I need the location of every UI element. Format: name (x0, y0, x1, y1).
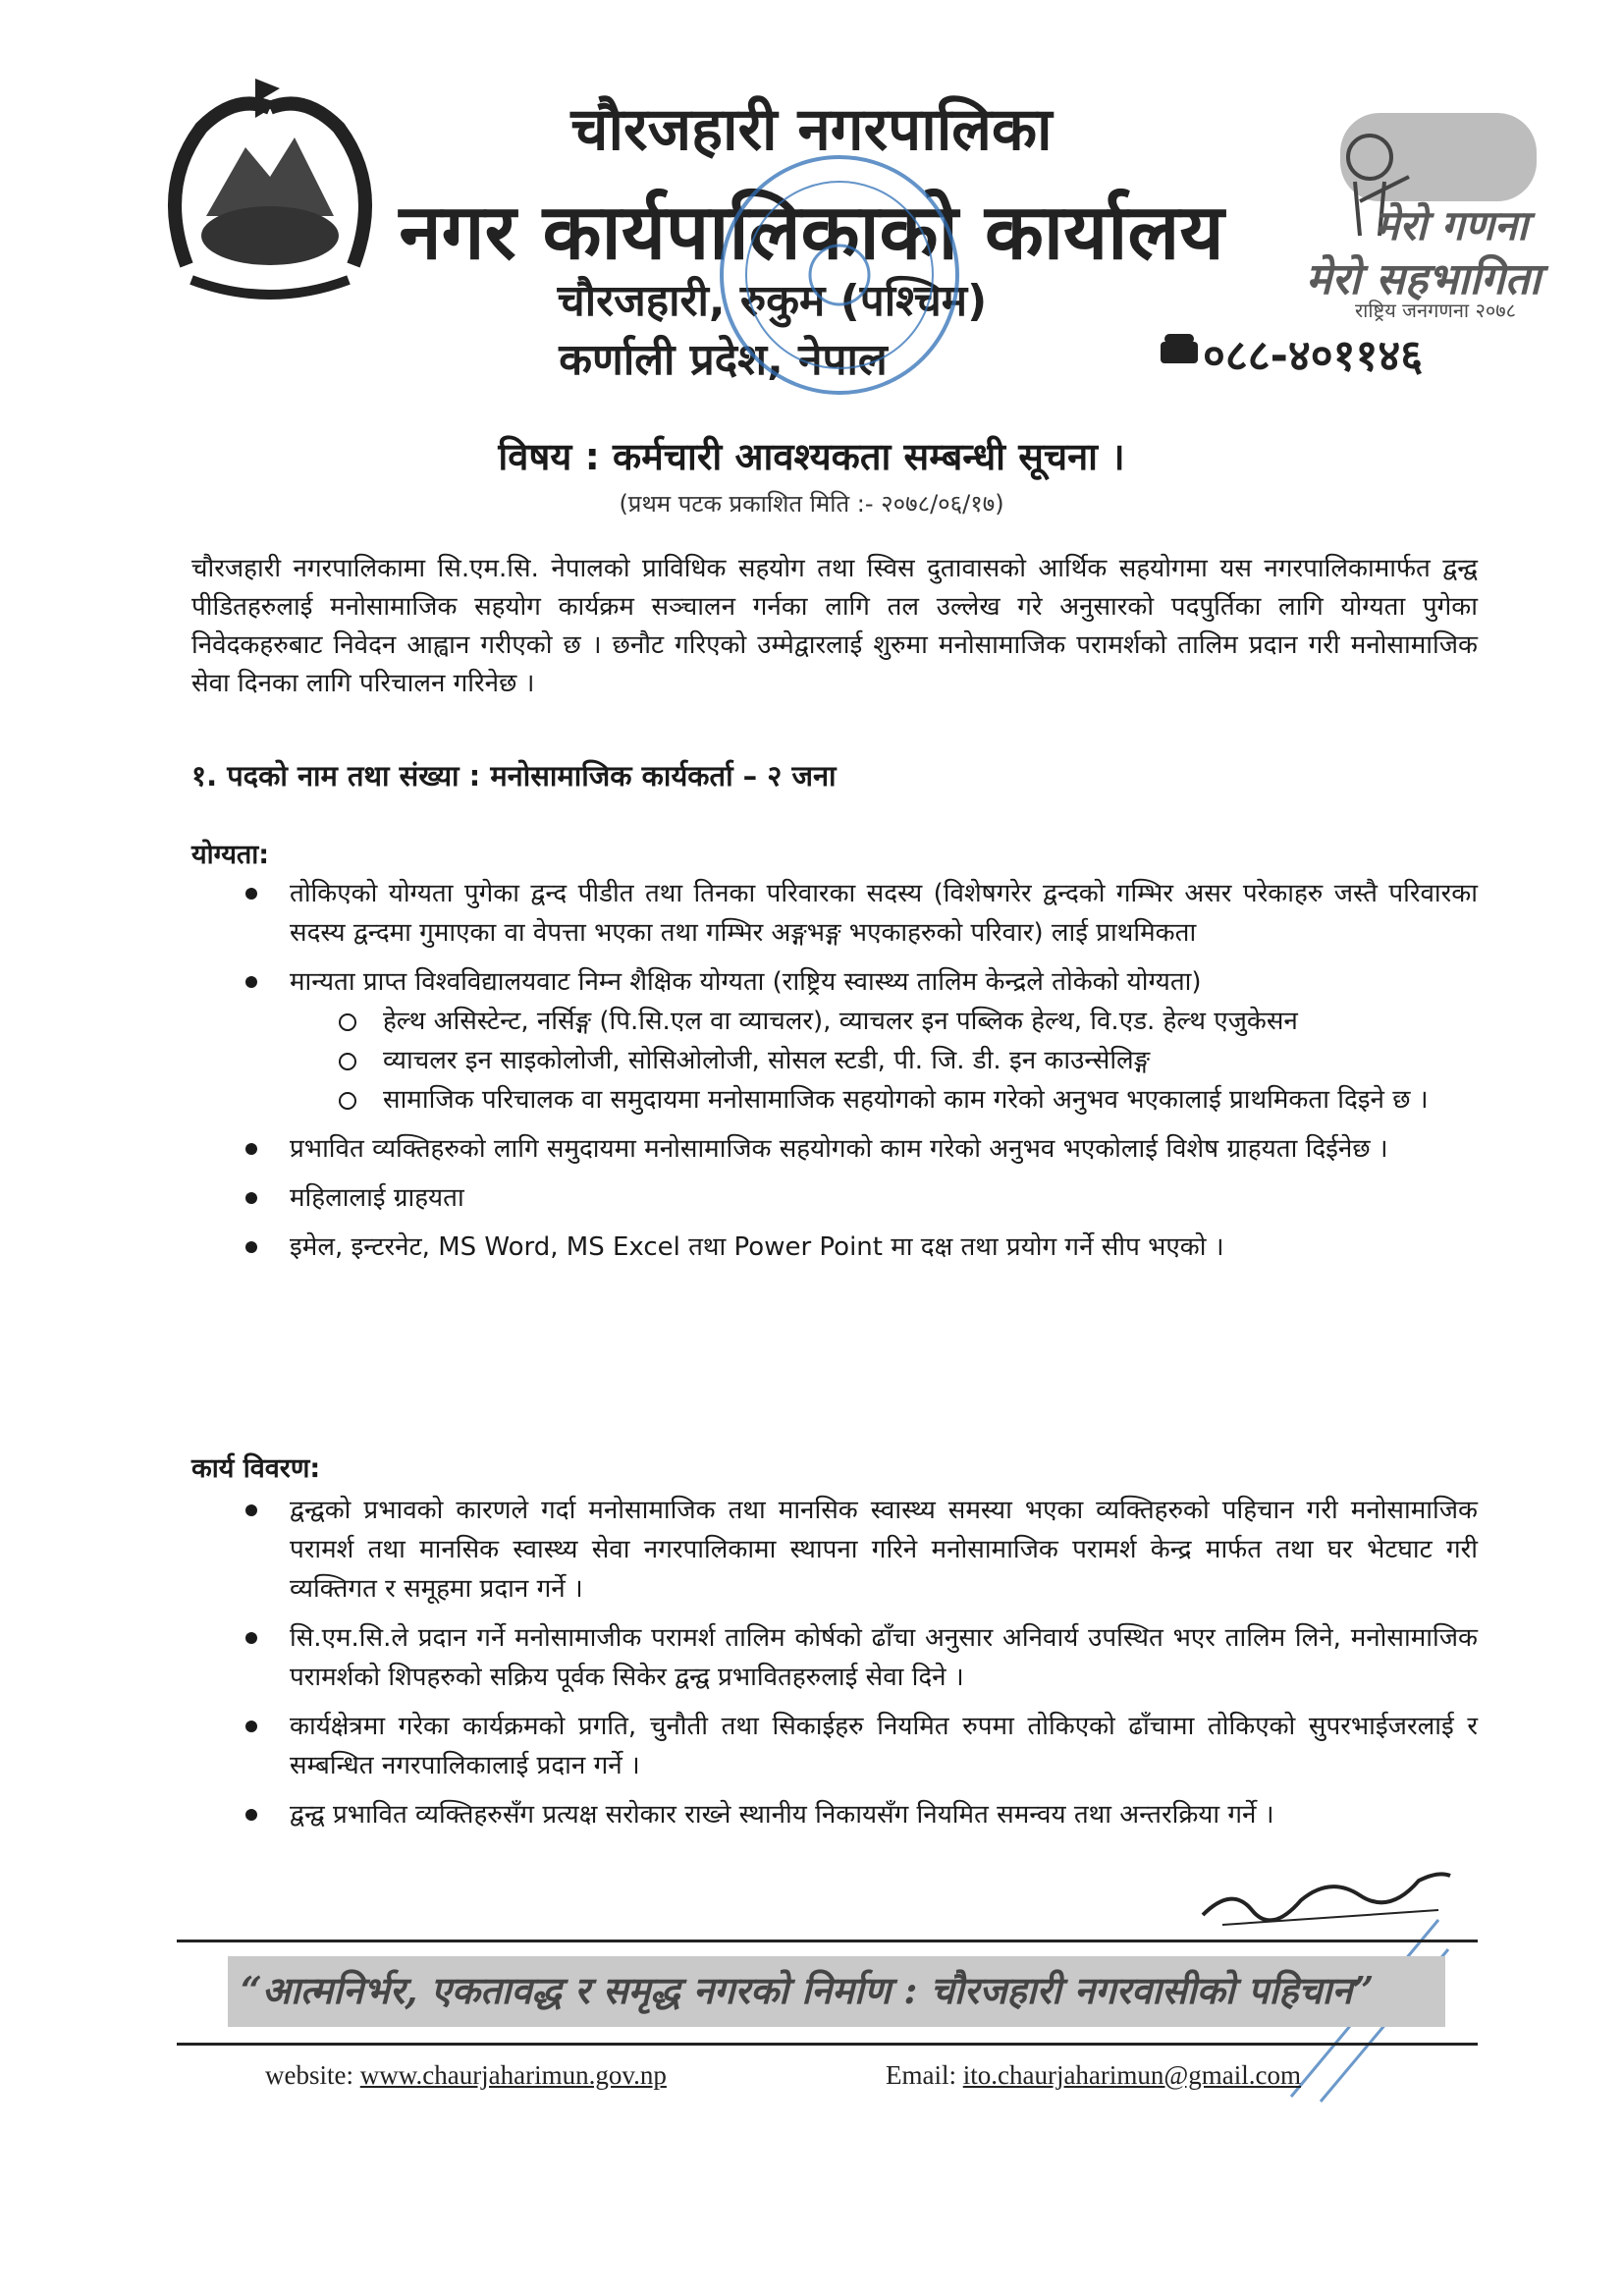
footer-email: Email: ito.chaurjaharimun@gmail.com (886, 2060, 1301, 2090)
work-description-heading: कार्य विवरण: (191, 1453, 321, 1484)
list-item: कार्यक्षेत्रमा गरेका कार्यक्रमको प्रगति, चुनौती तथा सिकाईहरु नियमित रुपमा तोकिएको ढाँचामा तोकिएको सुपरभाईजरलाई र सम्बन्धित नगरपालिकालाई प्रदान गर्ने । (245, 1707, 1478, 1785)
office-stamp-icon (712, 147, 967, 403)
sublist-item: व्याचलर इन साइकोलोजी, सोसिओलोजी, सोसल स्टडी, पी. जि. डी. इन काउन्सेलिङ्ग (339, 1041, 1478, 1080)
list-item: द्वन्द्वको प्रभावको कारणले गर्दा मनोसामाजिक तथा मानसिक स्वास्थ्य समस्या भएका व्यक्तिहरुको पहिचान गरी मनोसामाजिक परामर्श तथा मानसिक स्वास्थ्य सेवा नगरपालिकामा स्थापना गरिने मनोसामाजिक परामर्श केन्द्र मार्फत तथा घर भेटघाट गरी व्यक्तिगत र समूहमा प्रदान गर्ने । (245, 1491, 1478, 1609)
list-item: इमेल, इन्टरनेट, MS Word, MS Excel तथा Power Point मा दक्ष तथा प्रयोग गर्ने सीप भएको । (245, 1228, 1478, 1267)
qualification-list (245, 874, 1478, 1277)
office-name: नगर कार्यपालिकाको कार्यालय (399, 189, 1224, 277)
sublist-item: हेल्थ असिस्टेन्ट, नर्सिङ्ग (पि.सि.एल वा व्याचलर), व्याचलर इन पब्लिक हेल्थ, वि.एड. हेल्थ एजुकेसन (339, 1002, 1478, 1041)
location-line1: चौरजहारी, रुकुम (पश्चिम) (557, 276, 988, 326)
qualification-heading: योग्यता: (191, 840, 270, 870)
census-slogan-line1: मेरो गणना (1375, 201, 1528, 249)
website-link[interactable]: www.chaurjaharimun.gov.np (359, 2060, 667, 2090)
sublist-item: सामाजिक परिचालक वा समुदायमा मनोसामाजिक सहयोगको काम गरेको अनुभव भएकालाई प्राथमिकता दिइने छ । (339, 1080, 1478, 1120)
email-link[interactable]: ito.chaurjaharimun@gmail.com (962, 2060, 1301, 2090)
footer-website: website: www.chaurjaharimun.gov.np (265, 2060, 667, 2090)
list-item: महिलालाई ग्राहयता (245, 1178, 1478, 1218)
location-line2: कर्णाली प्रदेश, नेपाल (559, 335, 888, 385)
work-description-list (245, 1491, 1478, 1844)
education-sublist (290, 1002, 1478, 1120)
footer-divider-bottom (177, 2043, 1478, 2046)
footer-divider-top (177, 1940, 1478, 1942)
published-date: (प्रथम पटक प्रकाशित मिति :- २०७८/०६/१७) (619, 490, 1004, 518)
phone-number: ०८८-४०११४६ (1203, 331, 1424, 381)
municipality-name: चौरजहारी नगरपालिका (570, 95, 1053, 164)
notice-subject: विषय : कर्मचारी आवश्यकता सम्बन्धी सूचना । (498, 435, 1125, 478)
intro-paragraph: चौरजहारी नगरपालिकामा सि.एम.सि. नेपालको प्राविधिक सहयोग तथा स्विस दुतावासको आर्थिक सहयोगमा यस नगरपालिकामार्फत द्वन्द्व पीडितहरुलाई मनोसामाजिक सहयोग कार्यक्रम सञ्चालन गर्नका लागि तल उल्लेख गरे अनुसारको पदपुर्तिका लागि योग्यता पुगेका निवेदकहरुबाट निवेदन आह्वान गरीएको छ । छनौट गरिएको उम्मेद्वारलाई शुरुमा मनोसामाजिक परामर्शको तालिम प्रदान गरी मनोसामाजिक सेवा दिनका लागि परिचालन गरिनेछ । (191, 554, 1478, 698)
list-item: तोकिएको योग्यता पुगेका द्वन्द पीडीत तथा तिनका परिवारका सदस्य (विशेषगरेर द्वन्दको गम्भिर असर परेकाहरु जस्तै परिवारका सदस्य द्वन्दमा गुमाएका वा वेपत्ता भएका तथा गम्भिर अङ्गभङ्ग भएकाहरुको परिवार) लाई प्राथमिकता (245, 874, 1478, 953)
census-slogan-line2: मेरो सहभागिता (1306, 254, 1542, 304)
list-item: प्रभावित व्यक्तिहरुको लागि समुदायमा मनोसामाजिक सहयोगको काम गरेको अनुभव भएकोलाई विशेष ग्राहयता दिईनेछ । (245, 1129, 1478, 1169)
footer-motto: “आत्मनिर्भर, एकतावद्ध र समृद्ध नगरको निर्माण : चौरजहारी नगरवासीको पहिचान” (241, 1968, 1375, 2012)
census-slogan-line3: राष्ट्रिय जनगणना २०७८ (1355, 299, 1517, 322)
post-title: १. पदको नाम तथा संख्या : मनोसामाजिक कार्यकर्ता – २ जना (191, 759, 837, 793)
list-item: मान्यता प्राप्त विश्वविद्यालयवाट निम्न शैक्षिक योग्यता (राष्ट्रिय स्वास्थ्य तालिम केन्द्रले तोकेको योग्यता) हेल्थ असिस्टेन्ट, नर्सिङ्ग (पि.सि.एल वा व्याचलर), व्याचलर इन पब्लिक हेल्थ, वि.एड. हेल्थ एजुकेसन व्याचलर इन साइकोलोजी, सोसिओलोजी, सोसल स्टडी, पी. जि. डी. इन काउन्सेलिङ्ग सामाजिक परिचालक वा समुदायमा मनोसामाजिक सहयोगको काम गरेको अनुभव भएकालाई प्राथमिकता दिइने छ । (245, 962, 1478, 1120)
list-item: द्वन्द्व प्रभावित व्यक्तिहरुसँग प्रत्यक्ष सरोकार राख्ने स्थानीय निकायसँग नियमित समन्वय तथा अन्तरक्रिया गर्ने । (245, 1795, 1478, 1834)
list-item: सि.एम.सि.ले प्रदान गर्ने मनोसामाजीक परामर्श तालिम कोर्षको ढाँचा अनुसार अनिवार्य उपस्थित भएर तालिम लिने, मनोसामाजिक परामर्शको शिपहरुको सक्रिय पूर्वक सिकेर द्वन्द्व प्रभावितहरुलाई सेवा दिने । (245, 1618, 1478, 1697)
